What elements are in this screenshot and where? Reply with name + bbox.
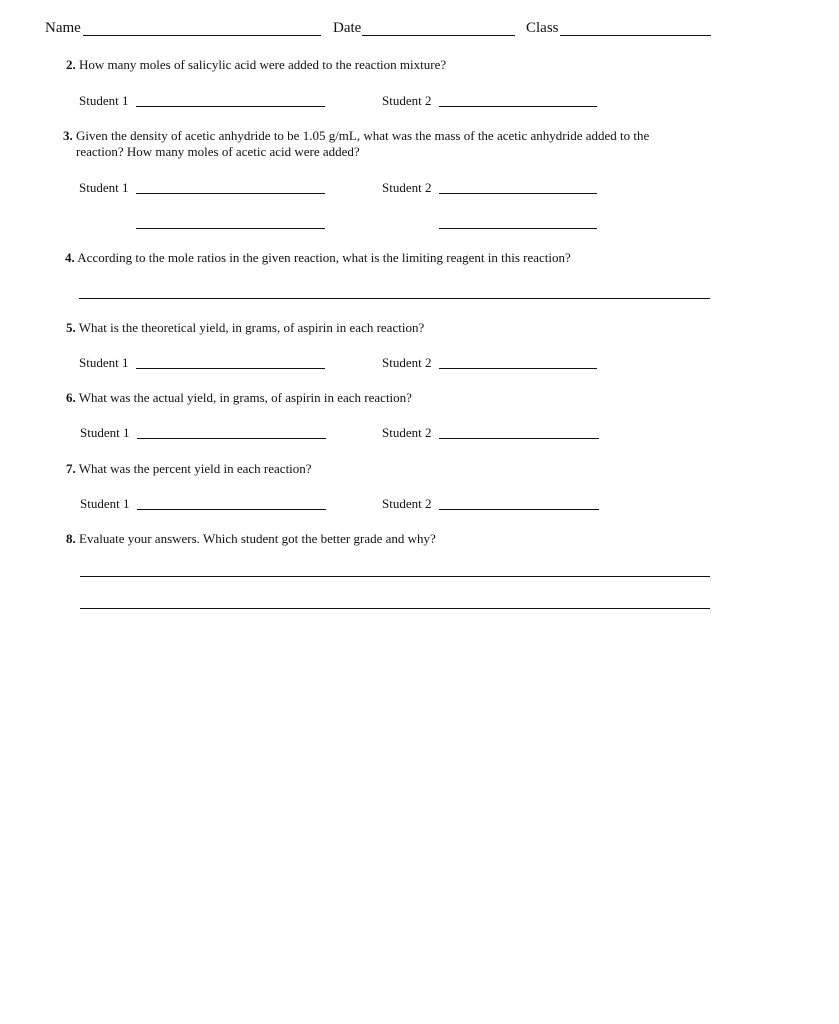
question-number: 4.	[65, 250, 75, 265]
question-4	[65, 250, 571, 266]
question-number: 3.	[63, 128, 73, 143]
q3-student1-answer-line[interactable]	[136, 193, 325, 194]
student2-label: Student 2	[382, 425, 432, 440]
question-text: Evaluate your answers. Which student got the better grade and why?	[79, 531, 436, 546]
student1-label: Student 1	[79, 180, 129, 195]
q8-answer-line-2[interactable]	[80, 608, 710, 609]
q3-student2-answer-line[interactable]	[439, 193, 597, 194]
q6-student1-answer-line[interactable]	[137, 438, 326, 439]
question-text: What is the theoretical yield, in grams, of aspirin in each reaction?	[78, 320, 425, 335]
question-6	[66, 390, 412, 406]
question-text: How many moles of salicylic acid were added to the reaction mixture?	[79, 57, 447, 72]
name-field[interactable]	[83, 35, 321, 36]
q5-student2-answer-line[interactable]	[439, 368, 597, 369]
question-3-continued: reaction? How many moles of acetic acid were added?	[76, 144, 360, 159]
student1-label: Student 1	[80, 496, 130, 511]
name-label: Name	[45, 20, 81, 36]
date-label: Date	[333, 20, 362, 36]
question-text: What was the percent yield in each reaction?	[78, 461, 312, 476]
question-8	[66, 531, 436, 547]
student2-label: Student 2	[382, 355, 432, 370]
question-text: What was the actual yield, in grams, of aspirin in each reaction?	[78, 390, 412, 405]
q2-student2-answer-line[interactable]	[439, 106, 597, 107]
student1-label: Student 1	[80, 425, 130, 440]
q3-student1-answer-line-2[interactable]	[136, 228, 325, 229]
question-number: 5.	[66, 320, 76, 335]
question-5	[66, 320, 424, 336]
q5-student1-answer-line[interactable]	[136, 368, 325, 369]
question-number: 7.	[66, 461, 76, 476]
q3-student2-answer-line-2[interactable]	[439, 228, 597, 229]
q7-student2-answer-line[interactable]	[439, 509, 599, 510]
student2-label: Student 2	[382, 93, 432, 108]
question-text: Given the density of acetic anhydride to be 1.05 g/mL, what was the mass of the acetic anhydride added to the	[76, 128, 650, 143]
question-2	[66, 57, 446, 73]
class-label: Class	[526, 20, 559, 36]
q6-student2-answer-line[interactable]	[439, 438, 599, 439]
student2-label: Student 2	[382, 496, 432, 511]
q8-answer-line-1[interactable]	[80, 576, 710, 577]
question-7	[66, 461, 312, 477]
q4-answer-line[interactable]	[79, 298, 710, 299]
question-text: According to the mole ratios in the given reaction, what is the limiting reagent in this reaction?	[77, 250, 571, 265]
student1-label: Student 1	[79, 355, 129, 370]
class-field[interactable]	[560, 35, 711, 36]
student1-label: Student 1	[79, 93, 129, 108]
q2-student1-answer-line[interactable]	[136, 106, 325, 107]
date-field[interactable]	[362, 35, 515, 36]
question-number: 2.	[66, 57, 76, 72]
question-3	[63, 128, 649, 144]
student2-label: Student 2	[382, 180, 432, 195]
q7-student1-answer-line[interactable]	[137, 509, 326, 510]
question-number: 8.	[66, 531, 76, 546]
question-number: 6.	[66, 390, 76, 405]
